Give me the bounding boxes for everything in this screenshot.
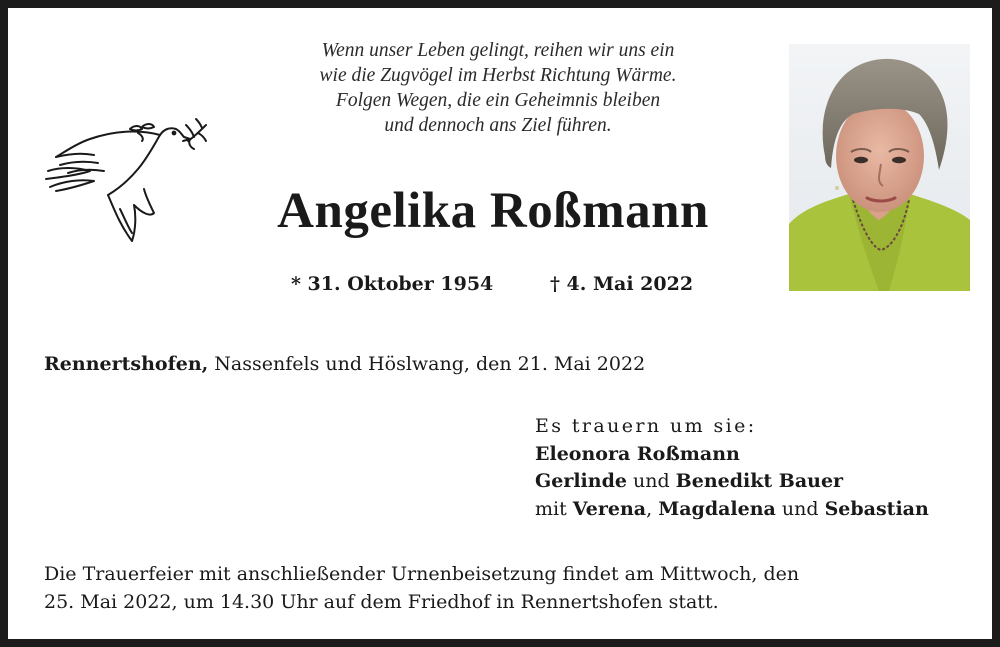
town-name: Rennertshofen, bbox=[44, 353, 209, 375]
mourner-name: Sebastian bbox=[824, 497, 929, 520]
poem-line: wie die Zugvögel im Herbst Richtung Wärme. bbox=[319, 65, 677, 86]
funeral-notice bbox=[44, 560, 974, 616]
place-and-date bbox=[44, 350, 645, 378]
mourner-name: Magdalena bbox=[658, 497, 776, 520]
mourner-name: Benedikt Bauer bbox=[675, 470, 844, 492]
death-date: † 4. Mai 2022 bbox=[550, 273, 694, 295]
mourner-name: Gerlinde bbox=[535, 470, 627, 492]
funeral-line: 25. Mai 2022, um 14.30 Uhr auf dem Friedhof in Rennertshofen statt. bbox=[44, 591, 719, 613]
mourners bbox=[535, 413, 929, 523]
deceased-name: Angelika Roßmann bbox=[277, 183, 709, 239]
poem bbox=[238, 38, 758, 138]
portrait-photo bbox=[789, 44, 970, 291]
separator: , bbox=[646, 497, 659, 520]
conjunction: und bbox=[775, 497, 825, 520]
mourner-name: Verena bbox=[572, 497, 647, 520]
conjunction: und bbox=[626, 470, 676, 492]
poem-line: Folgen Wegen, die ein Geheimnis bleiben bbox=[335, 90, 661, 111]
mourners-heading: Es trauern um sie: bbox=[535, 415, 757, 437]
funeral-line: Die Trauerfeier mit anschließender Urnenbeisetzung findet am Mittwoch, den bbox=[44, 563, 800, 585]
mourner-line bbox=[535, 468, 929, 496]
poem-line: und dennoch ans Ziel führen. bbox=[384, 115, 612, 136]
preposition: mit bbox=[535, 497, 573, 520]
poem-line: Wenn unser Leben gelingt, reihen wir uns ein bbox=[321, 40, 675, 61]
portrait-image bbox=[789, 44, 970, 291]
place-date-rest: Nassenfels und Höslwang, den 21. Mai 2022 bbox=[208, 353, 646, 375]
mourner-line bbox=[535, 496, 929, 524]
birth-date: * 31. Oktober 1954 bbox=[291, 273, 494, 295]
mourner-line: Eleonora Roßmann bbox=[535, 442, 740, 465]
dove-icon bbox=[38, 113, 208, 248]
